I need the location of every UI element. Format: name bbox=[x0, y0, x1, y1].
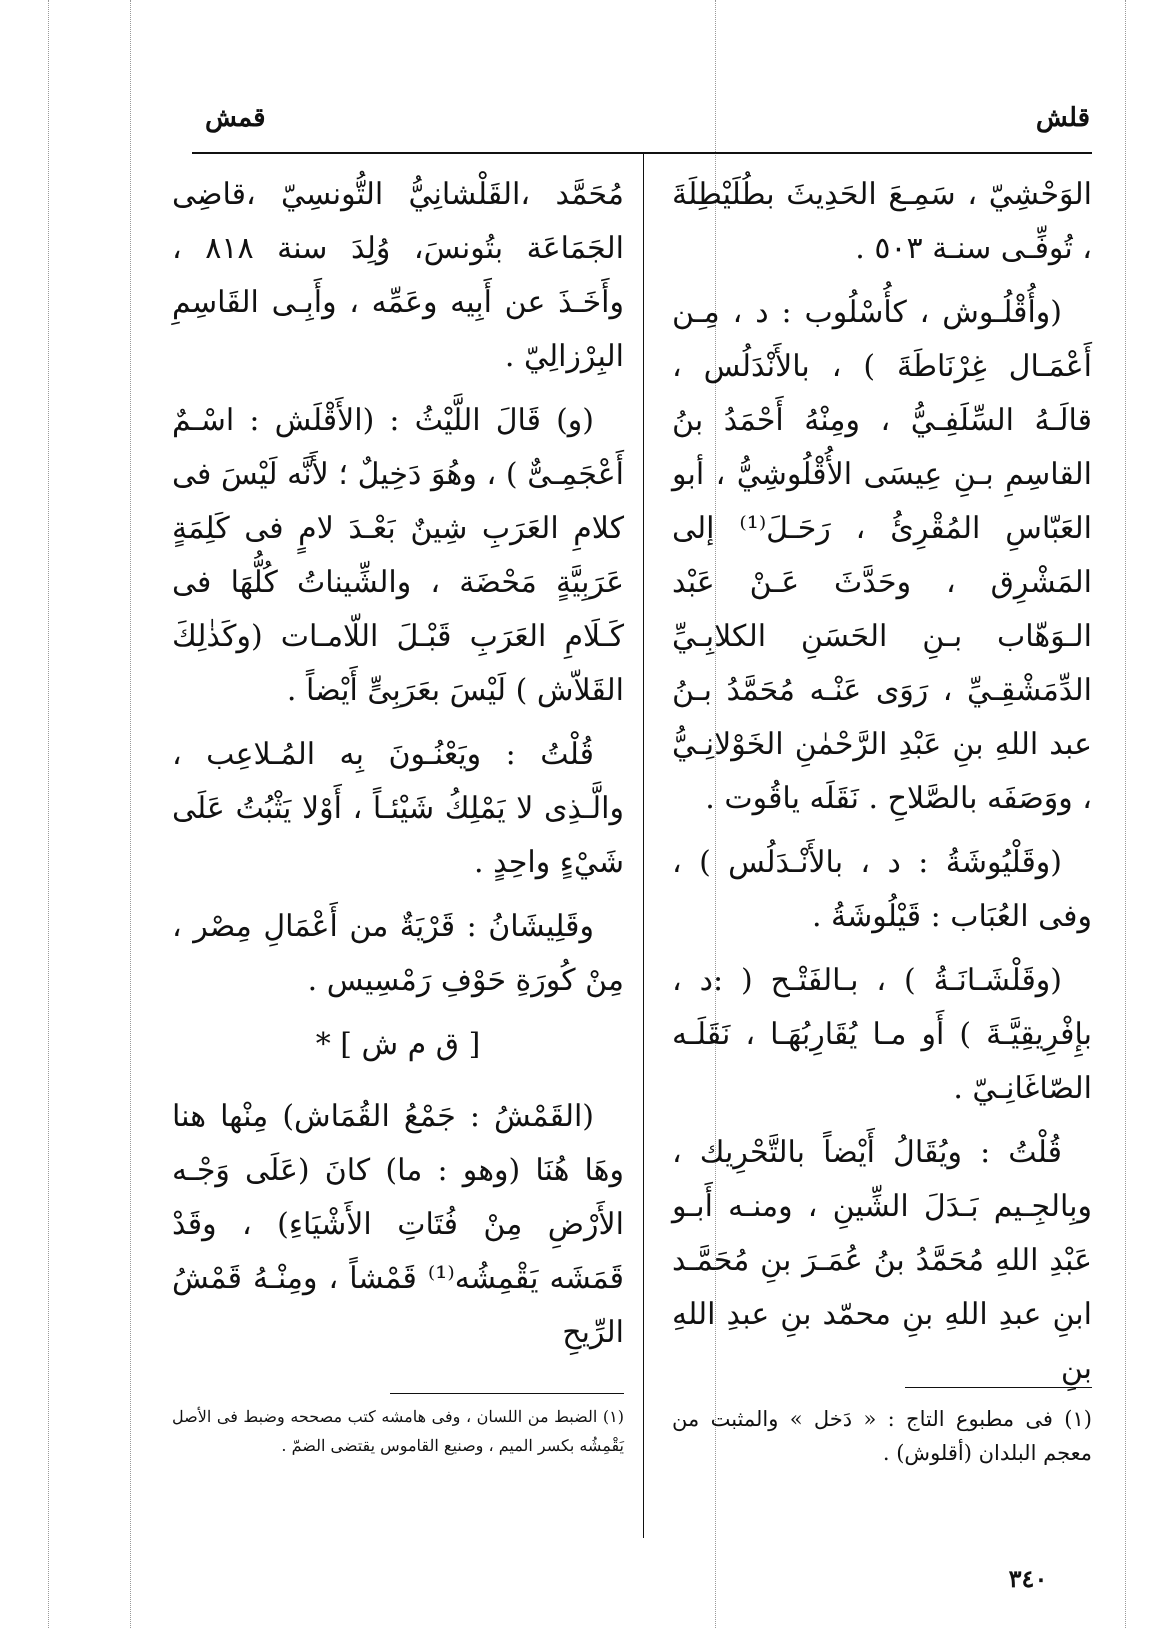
section-heading: [ ق م ش ] * bbox=[315, 1027, 481, 1062]
running-header-right: قلش bbox=[1035, 103, 1090, 133]
entry-paragraph: قُلْتُ : ويُقَالُ أَيْضاً بالتَّحْرِيك ، وبِالجِـيم بَـدَلَ الشِّينِ ، ومنـه أَبـو عَبْدِ اللهِ مُحَمَّدُ بنُ عُمَـرَ بنِ مُحَمَّـد ابنِ عبدِ اللهِ بنِ محمّد بنِ عبدِ اللهِ بنِ bbox=[672, 1135, 1092, 1386]
footnote-left: (١) الضبط من اللسان ، وفى هامشه كتب مصححه وضبط فى الأصل يَقْمِشُه بكسر الميم ، وصنيع القاموس يقتضى الضمّ . bbox=[172, 1407, 624, 1455]
right-column bbox=[672, 168, 1092, 1406]
entry-paragraph: مُحَمَّد ،القَلْشانِيُّ التُّونسِيّ ،قاضِى الجَمَاعَة بتُونسَ، وُلِدَ سنة ٨١٨ ، وأَخَـذَ عن أَبِيه وعَمِّه ، وأَبِـى القَاسِمِ البِرْزالِيّ . bbox=[172, 177, 624, 374]
entry-paragraph: (القَمْشُ : جَمْعُ القُمَاش) مِنْها هنا وهَا هُنَا (وهو : ما) كانَ (عَلَى وَجْـه الأَرْضِ مِنْ فُتَاتِ الأَشْيَاءِ) ، وقَدْ قَمَشَه يَقْمِشُه⁽¹⁾ قَمْشاً ، ومِنْـهُ قَمْشُ الرِّيحِ bbox=[172, 1099, 625, 1350]
scan-edge-mark bbox=[130, 0, 131, 1628]
header-rule bbox=[192, 152, 1092, 154]
footnote-rule bbox=[390, 1393, 624, 1394]
scan-edge-mark bbox=[1125, 0, 1126, 1628]
left-column bbox=[172, 168, 624, 1370]
entry-paragraph: (و) قَالَ اللَّيْثُ : (الأَقْلَش : اسْـمٌ أَعْجَمِـىٌّ ) ، وهُوَ دَخِيلٌ ؛ لأَنَّه لَيْسَ فى كلامِ العَرَبِ شِينٌ بَعْـدَ لامٍ فى كَلِمَةٍ عَرَبِيَّةٍ مَحْضَة ، والشِّيناتُ كُلُّهَا فى كَـلَامِ العَرَبِ قَبْـلَ اللّامـات (وكَذٰلِكَ القَلاّش ) لَيْسَ بعَرَبِىٍّ أَيْضاً . bbox=[172, 403, 624, 708]
running-header-left: قمش bbox=[205, 103, 266, 133]
footnote-right: (١) فى مطبوع التاج : « دَخل » والمثبت من معجم البلدان (أقلوش) . bbox=[672, 1407, 1092, 1465]
footnote-rule bbox=[905, 1387, 1092, 1388]
column-divider bbox=[643, 153, 644, 1538]
entry-paragraph: وقَلِيشَانُ : قَرْيَةٌ من أَعْمَالِ مِصْر ، مِنْ كُورَةِ حَوْفِ رَمْسِيس . bbox=[172, 909, 624, 998]
entry-paragraph: (وأُقْلُـوش ، كأُسْلُوب : د ، مِـن أَعْمَـال غِرْنَاطَةَ ) ، بالأَنْدَلُس ، قالَـهُ السِّلَفِـيُّ ، ومِنْهُ أَحْمَدُ بنُ القاسِمِ بـنِ عِيسَى الأُقْلُوشِيُّ ، أبو العَبّاسِ المُقْرِئُ ، رَحَـلَ⁽¹⁾ إلى المَشْرِق ، وحَدَّثَ عَـنْ عَبْد الـوَهّاب بـنِ الحَسَنِ الكلابِـيِّ الدِّمَشْقِـيِّ ، رَوَى عَنْـه مُحَمَّدُ بـنُ عبد اللهِ بنِ عَبْدِ الرَّحْمٰنِ الخَوْلانِـيُّ ، ووَصَفَه بالصَّلاحِ . نَقَلَه ياقُوت . bbox=[672, 295, 1092, 816]
entry-paragraph: (وقَلْشَـانَـةُ ) ، بـالفَتْـح ( :د ، بإِفْرِيقِيَّـةَ ) أَو مـا يُقَارِبُهَـا ، نَقَلَـه الصّاغَانِـيّ . bbox=[672, 963, 1092, 1106]
entry-paragraph: قُلْتُ : ويَعْنُـونَ بِه المُـلاعِب ، والَّـذِى لا يَمْلِكُ شَيْئـاً ، أَوْلا يَثْبُتُ عَلَى شَيْءٍ واحِدٍ . bbox=[172, 737, 624, 880]
page-number: ٣٤٠ bbox=[1008, 1564, 1048, 1593]
entry-paragraph: الوَحْشِيّ ، سَمِـعَ الحَدِيثَ بطُلَيْطِلَةَ ، تُوفِّـى سنـة ٥٠٣ . bbox=[672, 177, 1092, 266]
scan-edge-mark bbox=[48, 0, 49, 1628]
entry-paragraph: (وقَلْيُوشَةُ : د ، بالأَنْـدَلُس ) ، وفى العُبَاب : قَيْلُوشَةُ . bbox=[672, 845, 1092, 934]
